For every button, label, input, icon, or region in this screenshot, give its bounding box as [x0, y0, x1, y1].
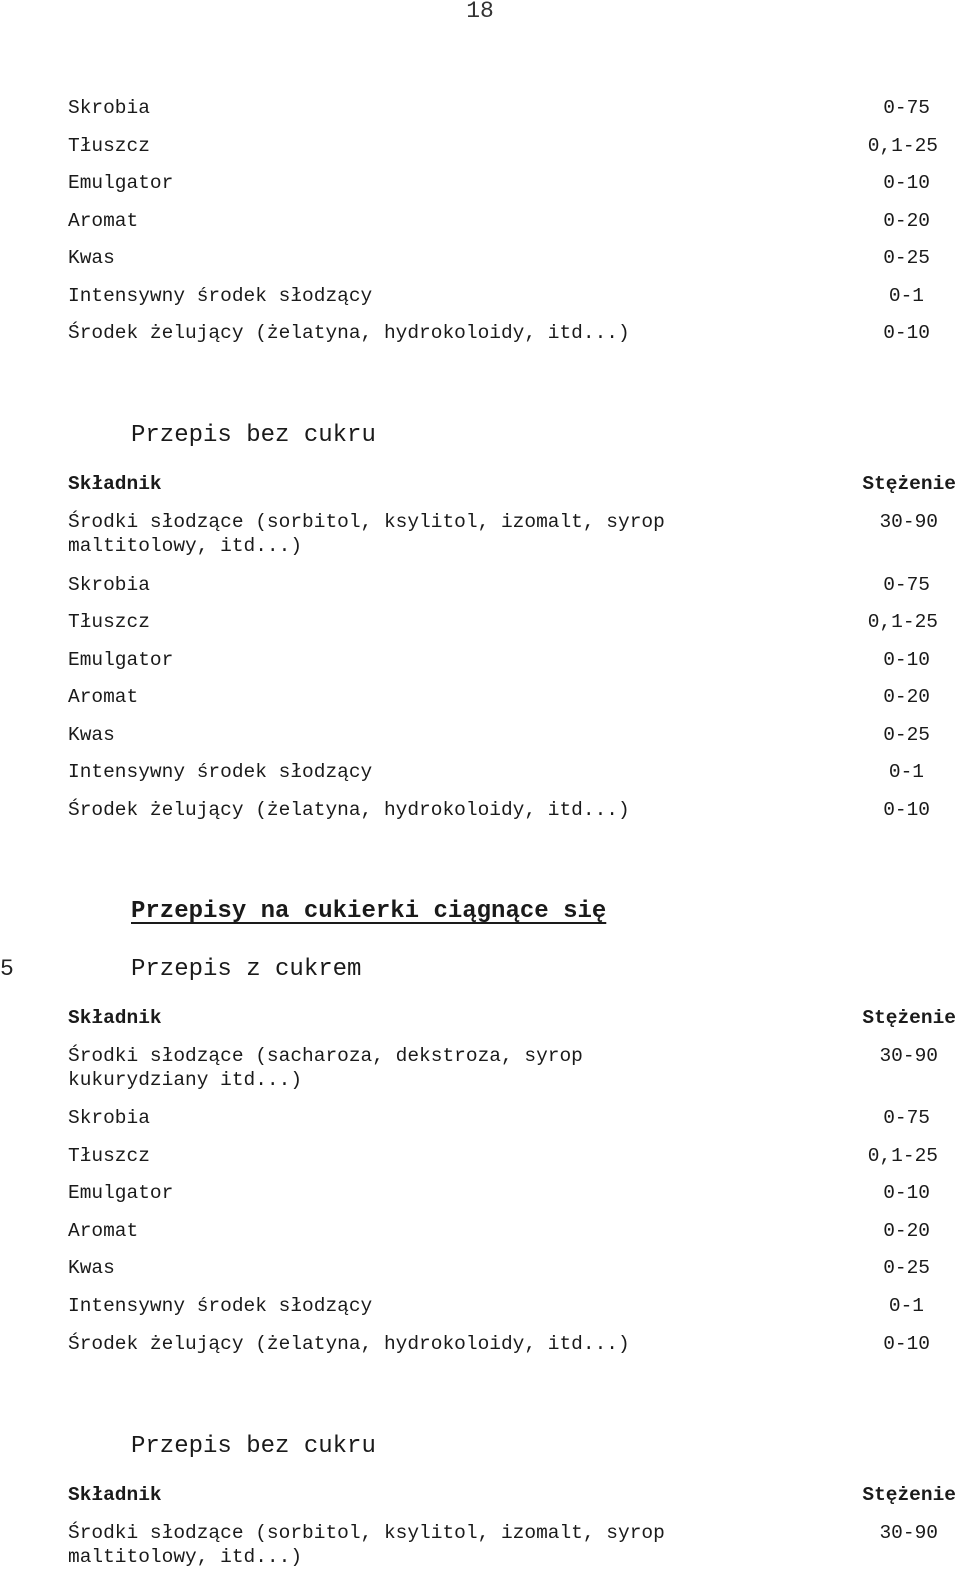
- ingredient-name: Tłuszcz: [68, 1145, 150, 1167]
- ingredient-name: Aromat: [68, 686, 139, 708]
- concentration-value: 0-20: [883, 1220, 930, 1242]
- ingredient-name: Aromat: [68, 1220, 139, 1242]
- recipe-title: Przepis bez cukru: [131, 1433, 376, 1460]
- concentration-header: Stężenie: [862, 1007, 956, 1029]
- concentration-value: 30-90: [879, 511, 938, 533]
- concentration-header: Stężenie: [862, 473, 956, 495]
- concentration-value: 30-90: [879, 1045, 938, 1067]
- concentration-header: Stężenie: [862, 1484, 956, 1506]
- ingredient-header: Składnik: [68, 473, 162, 495]
- concentration-value: 0-10: [883, 649, 930, 671]
- ingredient-name: Środek żelujący (żelatyna, hydrokoloidy, itd...): [68, 799, 630, 821]
- ingredient-name: Środek żelujący (żelatyna, hydrokoloidy, itd...): [68, 1333, 630, 1355]
- concentration-value: 0-10: [883, 1333, 930, 1355]
- page-number: 18: [466, 0, 494, 24]
- concentration-value: 0-10: [883, 1182, 930, 1204]
- concentration-value: 0-10: [883, 799, 930, 821]
- ingredient-name: Kwas: [68, 247, 115, 269]
- concentration-value: 0-75: [883, 1107, 930, 1129]
- concentration-value: 0-10: [883, 322, 930, 344]
- line-number: 5: [0, 956, 14, 982]
- concentration-value: 0-20: [883, 210, 930, 232]
- ingredient-name: Intensywny środek słodzący: [68, 285, 373, 307]
- ingredient-name: Tłuszcz: [68, 135, 150, 157]
- concentration-value: 0-1: [888, 761, 924, 783]
- ingredient-name: Skrobia: [68, 1107, 150, 1129]
- concentration-value: 0,1-25: [867, 135, 938, 157]
- ingredient-name: Intensywny środek słodzący: [68, 761, 373, 783]
- concentration-value: 0,1-25: [867, 611, 938, 633]
- concentration-value: 0-25: [883, 1257, 930, 1279]
- concentration-value: 0-75: [883, 574, 930, 596]
- ingredient-name: Emulgator: [68, 172, 174, 194]
- ingredient-name: Kwas: [68, 724, 115, 746]
- ingredient-name: Intensywny środek słodzący: [68, 1295, 373, 1317]
- ingredient-name: Kwas: [68, 1257, 115, 1279]
- concentration-value: 0-25: [883, 247, 930, 269]
- recipe-title: Przepis z cukrem: [131, 956, 362, 983]
- recipe-title: Przepis bez cukru: [131, 422, 376, 449]
- concentration-value: 0-75: [883, 97, 930, 119]
- concentration-value: 0-1: [888, 285, 924, 307]
- ingredient-header: Składnik: [68, 1007, 162, 1029]
- ingredient-header: Składnik: [68, 1484, 162, 1506]
- concentration-value: 0-1: [888, 1295, 924, 1317]
- ingredient-name: Tłuszcz: [68, 611, 150, 633]
- ingredient-name: Emulgator: [68, 1182, 174, 1204]
- ingredient-name: Środki słodzące (sorbitol, ksylitol, izomalt, syrop maltitolowy, itd...): [68, 1522, 665, 1568]
- concentration-value: 0-25: [883, 724, 930, 746]
- concentration-value: 30-90: [879, 1522, 938, 1544]
- ingredient-name: Emulgator: [68, 649, 174, 671]
- concentration-value: 0,1-25: [867, 1145, 938, 1167]
- ingredient-name: Środki słodzące (sacharoza, dekstroza, syrop kukurydziany itd...): [68, 1045, 583, 1091]
- concentration-value: 0-10: [883, 172, 930, 194]
- ingredient-name: Środki słodzące (sorbitol, ksylitol, izomalt, syrop maltitolowy, itd...): [68, 511, 665, 557]
- ingredient-name: Środek żelujący (żelatyna, hydrokoloidy, itd...): [68, 322, 630, 344]
- ingredient-name: Aromat: [68, 210, 139, 232]
- section-title: Przepisy na cukierki ciągnące się: [131, 898, 607, 925]
- concentration-value: 0-20: [883, 686, 930, 708]
- ingredient-name: Skrobia: [68, 97, 150, 119]
- ingredient-name: Skrobia: [68, 574, 150, 596]
